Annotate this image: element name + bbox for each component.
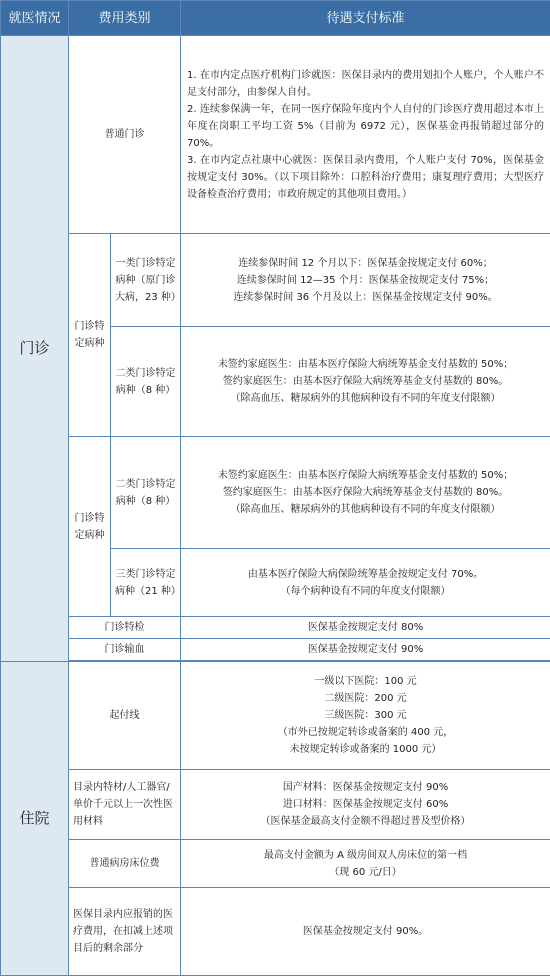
table-row: [1, 662, 550, 770]
inpatient-label: 住院: [1, 662, 69, 976]
other-standard: 医保基金按规定支付 90%。: [181, 888, 550, 976]
table-header: [1, 1, 550, 36]
deductible-standard: 一级以下医院：100 元 二级医院：200 元 三级医院：300 元 （市外已按规定转诊或备案的 400 元， 未按规定转诊或备案的 1000 元）: [181, 662, 550, 770]
exam-category: 门诊特检: [69, 617, 181, 639]
outpatient-label: 门诊: [1, 36, 69, 662]
transfusion-standard: 医保基金按规定支付 90%: [181, 639, 550, 661]
class2-name: 二类门诊特定病种（8 种）: [111, 327, 181, 437]
class1-standard: 连续参保时间 12 个月以下：医保基金按规定支付 60%； 连续参保时间 12—35 个月：医保基金按规定支付 75%； 连续参保时间 36 个月及以上：医保基金按规定支付 90%。: [181, 234, 550, 327]
bed-standard: 最高支付金额为 A 级房间双人房床位的第一档 （现 60 元/日）: [181, 840, 550, 888]
class2b-name: 二类门诊特定病种（8 种）: [111, 437, 181, 549]
materials-category: 目录内特材/人工器官/单价千元以上一次性医用材料: [69, 770, 181, 840]
header-category: 费用类别: [69, 1, 181, 36]
class1-name: 一类门诊特定病种（原门诊大病，23 种）: [111, 234, 181, 327]
special-group-1: 门诊特定病种: [69, 234, 111, 437]
table-row: [1, 770, 550, 840]
table-row: [1, 234, 550, 327]
other-category: 医保目录内应报销的医疗费用，在扣减上述项目后的剩余部分: [69, 888, 181, 976]
header-standard: 待遇支付标准: [181, 1, 550, 36]
class3-name: 三类门诊特定病种（21 种）: [111, 549, 181, 617]
materials-standard: 国产材料：医保基金按规定支付 90% 进口材料：医保基金按规定支付 60% （医保基金最高支付金额不得超过普及型价格）: [181, 770, 550, 840]
table-row: [1, 888, 550, 976]
bed-category: 普通病房床位费: [69, 840, 181, 888]
general-outpatient-category: 普通门诊: [69, 36, 181, 234]
transfusion-category: 门诊输血: [69, 639, 181, 661]
table-row: [1, 639, 550, 661]
class3-standard: 由基本医疗保险大病保险统筹基金按规定支付 70%。 （每个病种设有不同的年度支付限额）: [181, 549, 550, 617]
table-row: [1, 36, 550, 234]
table-row: [1, 437, 550, 549]
class2b-standard: 未签约家庭医生：由基本医疗保险大病统筹基金支付基数的 50%； 签约家庭医生：由基本医疗保险大病统筹基金支付基数的 80%。 （除高血压、糖尿病外的其他病种设有不同的年度支付限额）: [181, 437, 550, 549]
special-group-2: 门诊特定病种: [69, 437, 111, 617]
exam-standard: 医保基金按规定支付 80%: [181, 617, 550, 639]
table-row: [1, 840, 550, 888]
general-outpatient-standard: 1. 在市内定点医疗机构门诊就医：医保目录内的费用划扣个人账户，个人账户不足支付部分，由参保人自付。 2. 连续参保满一年，在同一医疗保险年度内个人自付的门诊医疗费用超过本市上年度在岗职工平均工资 5%（目前为 6972 元），医保基金再报销超过部分的 70%。 3. 在市内定点社康中心就医：医保目录内费用，个人账户支付 70%，医保基金按规定支付 30%。（以下项目除外：口腔科治疗费用；康复理疗费用；大型医疗设备检查治疗费用；市政府规定的其他项目费用。）: [181, 36, 550, 234]
header-situation: 就医情况: [1, 1, 69, 36]
class2-standard: 未签约家庭医生：由基本医疗保险大病统筹基金支付基数的 50%； 签约家庭医生：由基本医疗保险大病统筹基金支付基数的 80%。 （除高血压、糖尿病外的其他病种设有不同的年度支付限额）: [181, 327, 550, 437]
table-row: [1, 617, 550, 639]
deductible-category: 起付线: [69, 662, 181, 770]
